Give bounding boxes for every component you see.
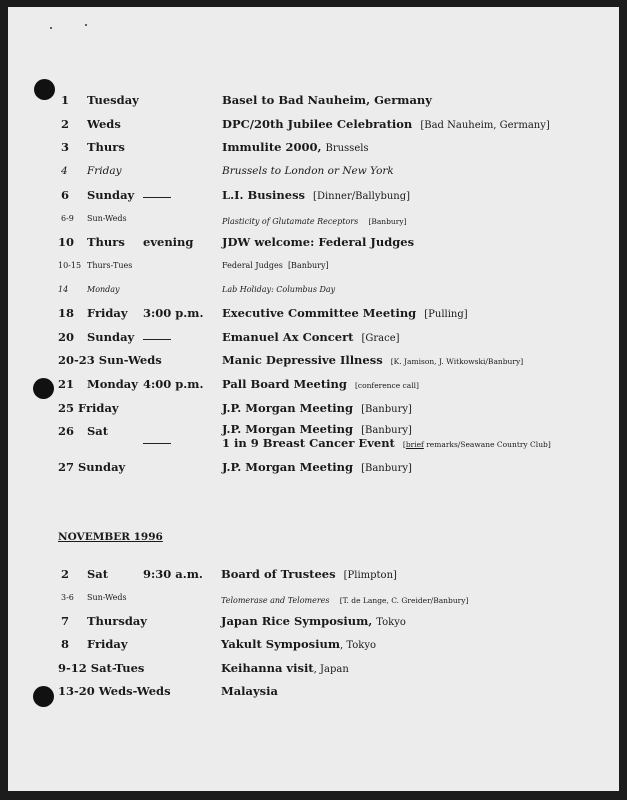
event-note: remarks/Seawane Country Club] (423, 440, 551, 449)
day: Sat (87, 424, 109, 438)
event: Plasticity of Glutamate Receptors (222, 217, 359, 226)
date: 26 (58, 424, 75, 438)
schedule-row (0, 329, 627, 345)
day: Sun-Weds (87, 214, 127, 223)
event-note: [Pulling] (424, 309, 468, 320)
event-note: , Tokyo (340, 640, 377, 651)
schedule-row (0, 660, 627, 676)
blank-line (143, 329, 171, 340)
day: Thurs (87, 140, 125, 154)
event: Lab Holiday: Columbus Day (222, 285, 336, 294)
time: evening (143, 235, 194, 249)
event: Keihanna visit (221, 661, 314, 675)
date: 10 (58, 235, 75, 249)
event-note: [conference call] (354, 381, 419, 390)
date: 3 (61, 140, 70, 154)
event: Federal Judges (222, 261, 283, 270)
blank-line (143, 187, 171, 198)
event: Japan Rice Symposium, (221, 614, 373, 628)
event: Emanuel Ax Concert (222, 330, 354, 344)
schedule-row (0, 305, 627, 321)
day: Tuesday (87, 93, 139, 107)
event-note: [T. de Lange, C. Greider/Banbury] (339, 596, 469, 605)
event-note: [Dinner/Ballybung] (313, 191, 411, 202)
day: Friday (87, 637, 128, 651)
date: 10-15 (58, 261, 82, 270)
date: 3-6 (61, 593, 74, 602)
schedule-row (0, 376, 627, 392)
event: J.P. Morgan Meeting (222, 422, 354, 436)
date: 6-9 (61, 214, 74, 223)
day: Sat (87, 567, 109, 581)
event-note: [Banbury] (287, 261, 329, 270)
event-note: [ (402, 440, 406, 449)
day: Thurs-Tues (87, 261, 133, 270)
event-note: [Banbury] (361, 425, 412, 436)
event-note: [Banbury] (368, 217, 407, 226)
event-note: Brussels (325, 143, 369, 154)
date: 9-12 Sat-Tues (58, 661, 145, 675)
event: 1 in 9 Breast Cancer Event (222, 436, 395, 450)
day: Monday (87, 377, 138, 391)
day: Friday (87, 165, 122, 177)
day: Thursday (87, 614, 147, 628)
date: 1 (61, 93, 70, 107)
event-note: [Bad Nauheim, Germany] (420, 120, 550, 131)
event: Manic Depressive Illness (222, 353, 383, 367)
event-note: [Grace] (361, 333, 400, 344)
schedule-row (0, 590, 627, 606)
event: Yakult Symposium (221, 637, 341, 651)
schedule-row (0, 613, 627, 629)
schedule-row (0, 459, 627, 475)
event: Board of Trustees (221, 567, 336, 581)
event: J.P. Morgan Meeting (222, 401, 354, 415)
date: 25 Friday (58, 401, 119, 415)
schedule-row (0, 400, 627, 416)
time: 4:00 p.m. (143, 377, 204, 391)
blank-line (143, 433, 171, 444)
event-note-underlined: brief (405, 440, 424, 449)
schedule-row (0, 352, 627, 368)
schedule-row (0, 423, 627, 453)
date: 21 (58, 377, 75, 391)
date: 2 (61, 567, 70, 581)
date: 13-20 Weds-Weds (58, 684, 171, 698)
event-note: [Banbury] (361, 463, 412, 474)
scan-mark (50, 27, 52, 29)
schedule-row (0, 139, 627, 155)
date: 20-23 Sun-Weds (58, 353, 162, 367)
schedule-row (0, 282, 627, 298)
date: 4 (61, 165, 68, 177)
schedule-row (0, 187, 627, 203)
event: J.P. Morgan Meeting (222, 460, 354, 474)
event-note: [Banbury] (361, 404, 412, 415)
schedule-row (0, 163, 627, 179)
event: Immulite 2000, (222, 140, 322, 154)
day: Sunday (87, 188, 135, 202)
event: Executive Committee Meeting (222, 306, 417, 320)
event-note: [K. Jamison, J. Witkowski/Banbury] (390, 357, 524, 366)
event: DPC/20th Jubilee Celebration (222, 117, 413, 131)
event-note: [Plimpton] (343, 570, 397, 581)
day: Sun-Weds (87, 593, 127, 602)
date: 8 (61, 637, 70, 651)
date: 14 (58, 285, 69, 294)
schedule-row (0, 211, 627, 227)
day: Friday (87, 306, 128, 320)
month-heading: NOVEMBER 1996 (58, 531, 163, 543)
event-note: Tokyo (376, 617, 406, 628)
schedule-row (0, 92, 627, 108)
event: Basel to Bad Nauheim, Germany (222, 93, 432, 107)
time: 3:00 p.m. (143, 306, 204, 320)
day: Weds (87, 117, 121, 131)
event: JDW welcome: Federal Judges (222, 235, 415, 249)
event: Brussels to London or New York (222, 165, 394, 177)
date: 18 (58, 306, 75, 320)
date: 7 (61, 614, 70, 628)
day: Thurs (87, 235, 125, 249)
event: L.I. Business (222, 188, 306, 202)
time: 9:30 a.m. (143, 567, 203, 581)
scan-mark (85, 24, 87, 26)
schedule-row (0, 258, 627, 274)
date: 20 (58, 330, 75, 344)
date: 6 (61, 188, 70, 202)
schedule-row (0, 636, 627, 652)
day: Sunday (87, 330, 135, 344)
schedule-row (0, 116, 627, 132)
date: 27 Sunday (58, 460, 126, 474)
schedule-row (0, 234, 627, 250)
event: Telomerase and Telomeres (221, 596, 330, 605)
event: Malaysia (221, 684, 278, 698)
day: Monday (87, 285, 120, 294)
schedule-row (0, 683, 627, 699)
event-note: , Japan (313, 664, 349, 675)
schedule-row (0, 566, 627, 582)
date: 2 (61, 117, 70, 131)
event: Pall Board Meeting (222, 377, 347, 391)
